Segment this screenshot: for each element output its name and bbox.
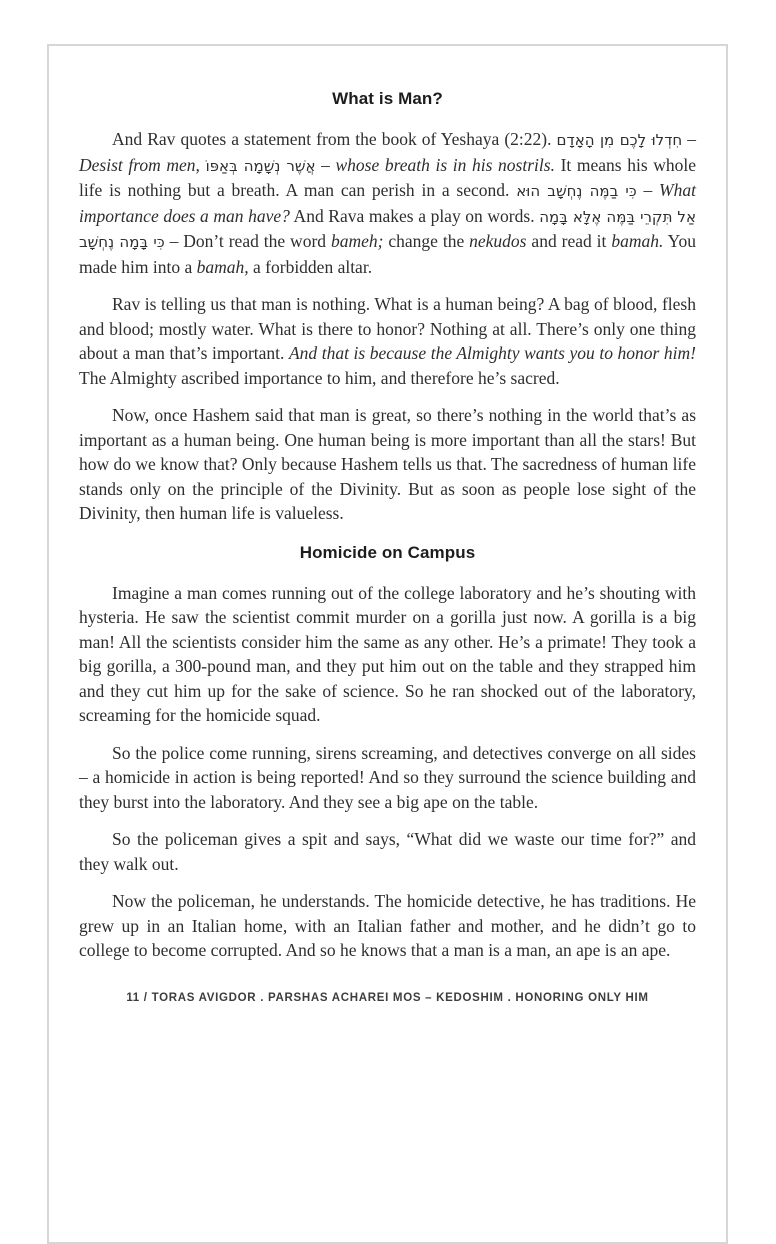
- text-segment: It means his whole life is nothing but a breath. A man can perish in a second.: [79, 154, 697, 200]
- text-segment: What importance does a man have?: [79, 180, 696, 226]
- page-border-frame: [47, 44, 728, 1244]
- text-segment: And that is because the Almighty wants you to honor him!: [288, 343, 696, 363]
- text-segment: The Almighty ascribed importance to him, and therefore he’s sacred.: [79, 367, 560, 388]
- text-segment: nekudos: [469, 231, 527, 251]
- text-segment: change the: [383, 231, 470, 251]
- paragraph-man-is-nothing: [79, 292, 696, 390]
- text-segment: – Don’t read the word: [164, 231, 331, 251]
- text-segment: And Rav quotes a statement from the book of Yeshaya (2:22).: [112, 129, 557, 149]
- page-content: [49, 46, 726, 1004]
- text-segment: –: [682, 129, 697, 149]
- paragraph-hashem-said-man-is-great: [79, 403, 696, 526]
- text-segment: and read it: [526, 231, 612, 251]
- text-segment: You made him into a: [79, 231, 696, 277]
- text-segment: –: [315, 154, 336, 175]
- hebrew-phrase: אֲשֶׁר נְשָׁמָה בְּאַפּוֹ: [205, 156, 316, 175]
- text-segment: bamah,: [196, 256, 249, 277]
- text-segment: whose breath is in his nostrils.: [335, 154, 555, 175]
- paragraph-rav-quote: [79, 127, 696, 279]
- hebrew-phrase: חִדְלוּ לָכֶם מִן הָאָדָם: [556, 131, 683, 149]
- text-segment: –: [636, 180, 660, 200]
- paragraph-policeman-understands: [79, 889, 696, 963]
- text-segment: Rav is telling us that man is nothing. What is a human being? A bag of blood, flesh and blood; mostly water. What is there to honor? Nothing at all. There’s only one thing about a man that’s important.: [79, 294, 696, 363]
- section-heading-what-is-man: What is Man?: [332, 89, 443, 108]
- paragraph-policeman-spit: [79, 827, 696, 876]
- text-segment: And Rava makes a play on words.: [289, 205, 540, 226]
- paragraph-police-come-running: [79, 741, 696, 815]
- text-segment: bameh;: [330, 231, 384, 251]
- text-segment: Now the policeman, he understands. The homicide detective, he has traditions. He grew up in an Italian home, with an Italian father and mother, and he didn’t go to college to become corrupted. And so he knows that a man is a man, an ape is an ape.: [79, 891, 696, 960]
- section-heading-homicide-on-campus: Homicide on Campus: [299, 542, 476, 562]
- hebrew-phrase: כִּי בַמֶּה נֶחְשָׁב הוּא: [516, 182, 637, 200]
- paragraph-college-laboratory: [79, 581, 696, 728]
- text-segment: Now, once Hashem said that man is great, so there’s nothing in the world that’s as important as a human being. One human being is more important than all the stars! But how do we know that? Only because Hashem tells us that. The sacredness of human life stands only on the principle of the Divinity. But as soon as people lose sight of the Divinity, then human life is valueless.: [79, 405, 696, 523]
- text-segment: So the policeman gives a spit and says, “What did we waste our time for?” and they walk out.: [79, 829, 696, 874]
- hebrew-phrase: אַל תִּקְרֵי בַּמֶּה אֶלָּא בָּמָה כִּי בָּמָה נֶחְשָׁב: [79, 207, 696, 251]
- text-segment: Imagine a man comes running out of the college laboratory and he’s shouting with hysteria. He saw the scientist commit murder on a gorilla just now. A gorilla is a big man! All the scientists consider him the same as any other. He’s a primate! They took a big gorilla, a 300-pound man, and they put him out on the table and they strapped him and they cut him up for the sake of science. So he ran shocked out of the laboratory, screaming for the homicide squad.: [79, 582, 696, 725]
- page-footer: 11 / TORAS AVIGDOR . PARSHAS ACHAREI MOS – KEDOSHIM . HONORING ONLY HIM: [126, 991, 649, 1004]
- text-segment: Desist from men,: [79, 154, 200, 175]
- text-segment: So the police come running, sirens screaming, and detectives converge on all sides – a homicide in action is being reported! And so they surround the science building and they burst into the laboratory. And they see a big ape on the table.: [79, 742, 696, 812]
- text-segment: bamah.: [611, 231, 664, 251]
- text-segment: a forbidden altar.: [248, 256, 373, 277]
